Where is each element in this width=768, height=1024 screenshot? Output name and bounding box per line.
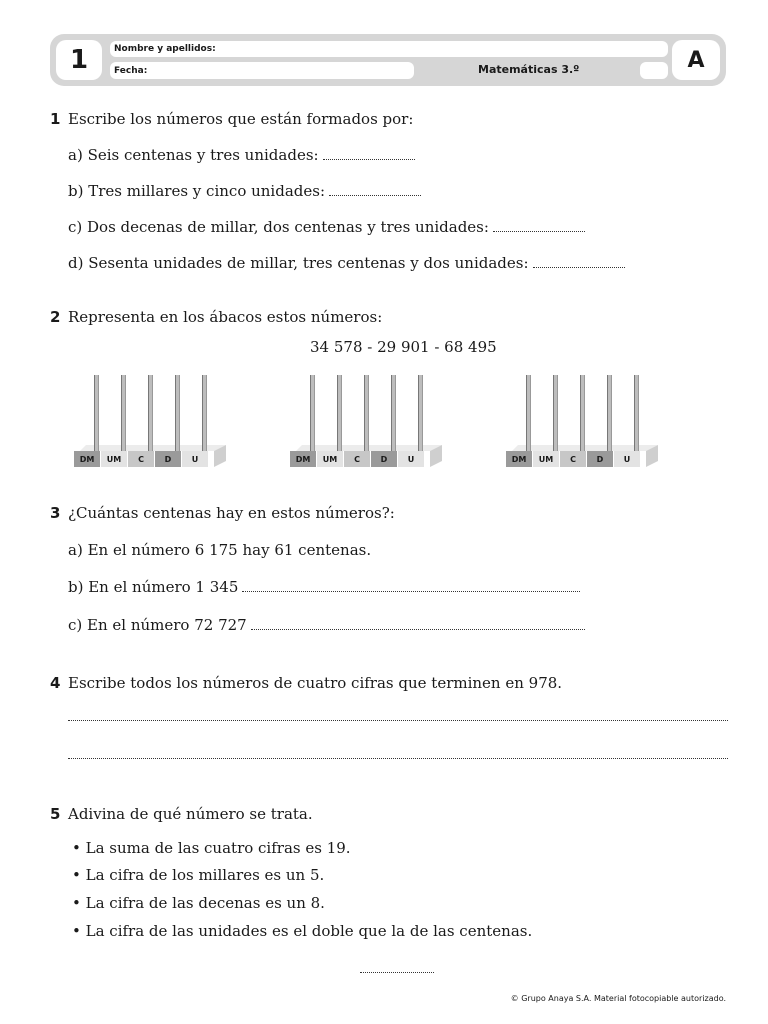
abacus-label-um: UM (533, 451, 560, 467)
exercise-5-clue-3: • La cifra de las decenas es un 8. (72, 894, 325, 912)
exercise-2-numbers: 34 578 - 29 901 - 68 495 (310, 338, 497, 356)
abacus-rod-d[interactable] (175, 375, 180, 451)
exercise-1-item-d (68, 254, 625, 272)
abacus-rod-d[interactable] (391, 375, 396, 451)
abacus-rod-um[interactable] (121, 375, 126, 451)
name-field[interactable] (110, 41, 668, 57)
abacus-rod-u[interactable] (418, 375, 423, 451)
abacus-base (290, 451, 430, 467)
exercise-2-number: 2 (50, 308, 61, 326)
copyright-footer: © Grupo Anaya S.A. Material fotocopiable autorizado. (510, 994, 726, 1003)
item-text: b) En el número 1 345 (68, 578, 239, 596)
exercise-1-prompt: Escribe los números que están formados por: (68, 110, 414, 128)
abacus-rod-dm[interactable] (310, 375, 315, 451)
exercise-4-number: 4 (50, 674, 61, 692)
exercise-5-clue-2: • La cifra de los millares es un 5. (72, 866, 325, 884)
version-letter: A (672, 40, 720, 80)
abacus-label-um: UM (317, 451, 344, 467)
exercise-3-prompt: ¿Cuántas centenas hay en estos números?: (68, 504, 395, 522)
answer-blank[interactable] (329, 185, 421, 196)
exercise-1-item-c (68, 218, 585, 236)
abacus-rod-u[interactable] (202, 375, 207, 451)
abacus-label-dm: DM (74, 451, 101, 467)
abacus-rod-c[interactable] (148, 375, 153, 451)
answer-line-2[interactable] (68, 758, 728, 759)
exercise-3-item-c (68, 616, 585, 634)
item-text: d) Sesenta unidades de millar, tres centenas y dos unidades: (68, 254, 529, 272)
abacus-label-d: D (155, 451, 182, 467)
abacus-1[interactable] (74, 375, 224, 475)
exercise-5-clue-4: • La cifra de las unidades es el doble que la de las centenas. (72, 922, 533, 940)
name-label: Nombre y apellidos: (114, 44, 216, 54)
blank-field[interactable] (640, 62, 668, 79)
exercise-5-number: 5 (50, 805, 61, 823)
abacus-label-u: U (398, 451, 425, 467)
final-answer-blank[interactable] (360, 972, 434, 973)
exercise-3-item-b (68, 578, 580, 596)
abacus-label-c: C (128, 451, 155, 467)
abacus-label-u: U (614, 451, 641, 467)
abacus-rod-um[interactable] (553, 375, 558, 451)
sheet-number: 1 (56, 40, 102, 80)
abacus-label-u: U (182, 451, 209, 467)
item-text: a) Seis centenas y tres unidades: (68, 146, 319, 164)
abacus-rod-c[interactable] (364, 375, 369, 451)
abacus-rod-u[interactable] (634, 375, 639, 451)
abacus-2[interactable] (290, 375, 440, 475)
exercise-1-item-b (68, 182, 421, 200)
abacus-base (506, 451, 646, 467)
date-field[interactable] (110, 62, 414, 79)
abacus-3[interactable] (506, 375, 656, 475)
abacus-rod-um[interactable] (337, 375, 342, 451)
answer-blank[interactable] (242, 581, 580, 592)
exercise-3-number: 3 (50, 504, 61, 522)
abacus-label-d: D (587, 451, 614, 467)
answer-blank[interactable] (323, 149, 415, 160)
answer-blank[interactable] (493, 221, 585, 232)
answer-blank[interactable] (533, 257, 625, 268)
exercise-5-prompt: Adivina de qué número se trata. (68, 805, 313, 823)
abacus-label-um: UM (101, 451, 128, 467)
exercise-1-item-a (68, 146, 415, 164)
exercise-2-prompt: Representa en los ábacos estos números: (68, 308, 383, 326)
abacus-rod-dm[interactable] (94, 375, 99, 451)
abacus-rod-dm[interactable] (526, 375, 531, 451)
abacus-label-c: C (344, 451, 371, 467)
answer-blank[interactable] (251, 619, 585, 630)
item-text: b) Tres millares y cinco unidades: (68, 182, 326, 200)
item-text: c) Dos decenas de millar, dos centenas y tres unidades: (68, 218, 489, 236)
abacus-label-d: D (371, 451, 398, 467)
date-label: Fecha: (114, 65, 148, 76)
exercise-1-number: 1 (50, 110, 61, 128)
abacus-label-dm: DM (506, 451, 533, 467)
abacus-label-dm: DM (290, 451, 317, 467)
abacus-rod-c[interactable] (580, 375, 585, 451)
exercise-3-item-a: a) En el número 6 175 hay 61 centenas. (68, 541, 372, 559)
exercise-4-prompt: Escribe todos los números de cuatro cifras que terminen en 978. (68, 674, 563, 692)
item-text: c) En el número 72 727 (68, 616, 247, 634)
exercise-5-clue-1: • La suma de las cuatro cifras es 19. (72, 839, 351, 857)
answer-line-1[interactable] (68, 720, 728, 721)
abacus-base (74, 451, 214, 467)
subject-label: Matemáticas 3.º (478, 63, 580, 76)
abacus-label-c: C (560, 451, 587, 467)
abacus-rod-d[interactable] (607, 375, 612, 451)
